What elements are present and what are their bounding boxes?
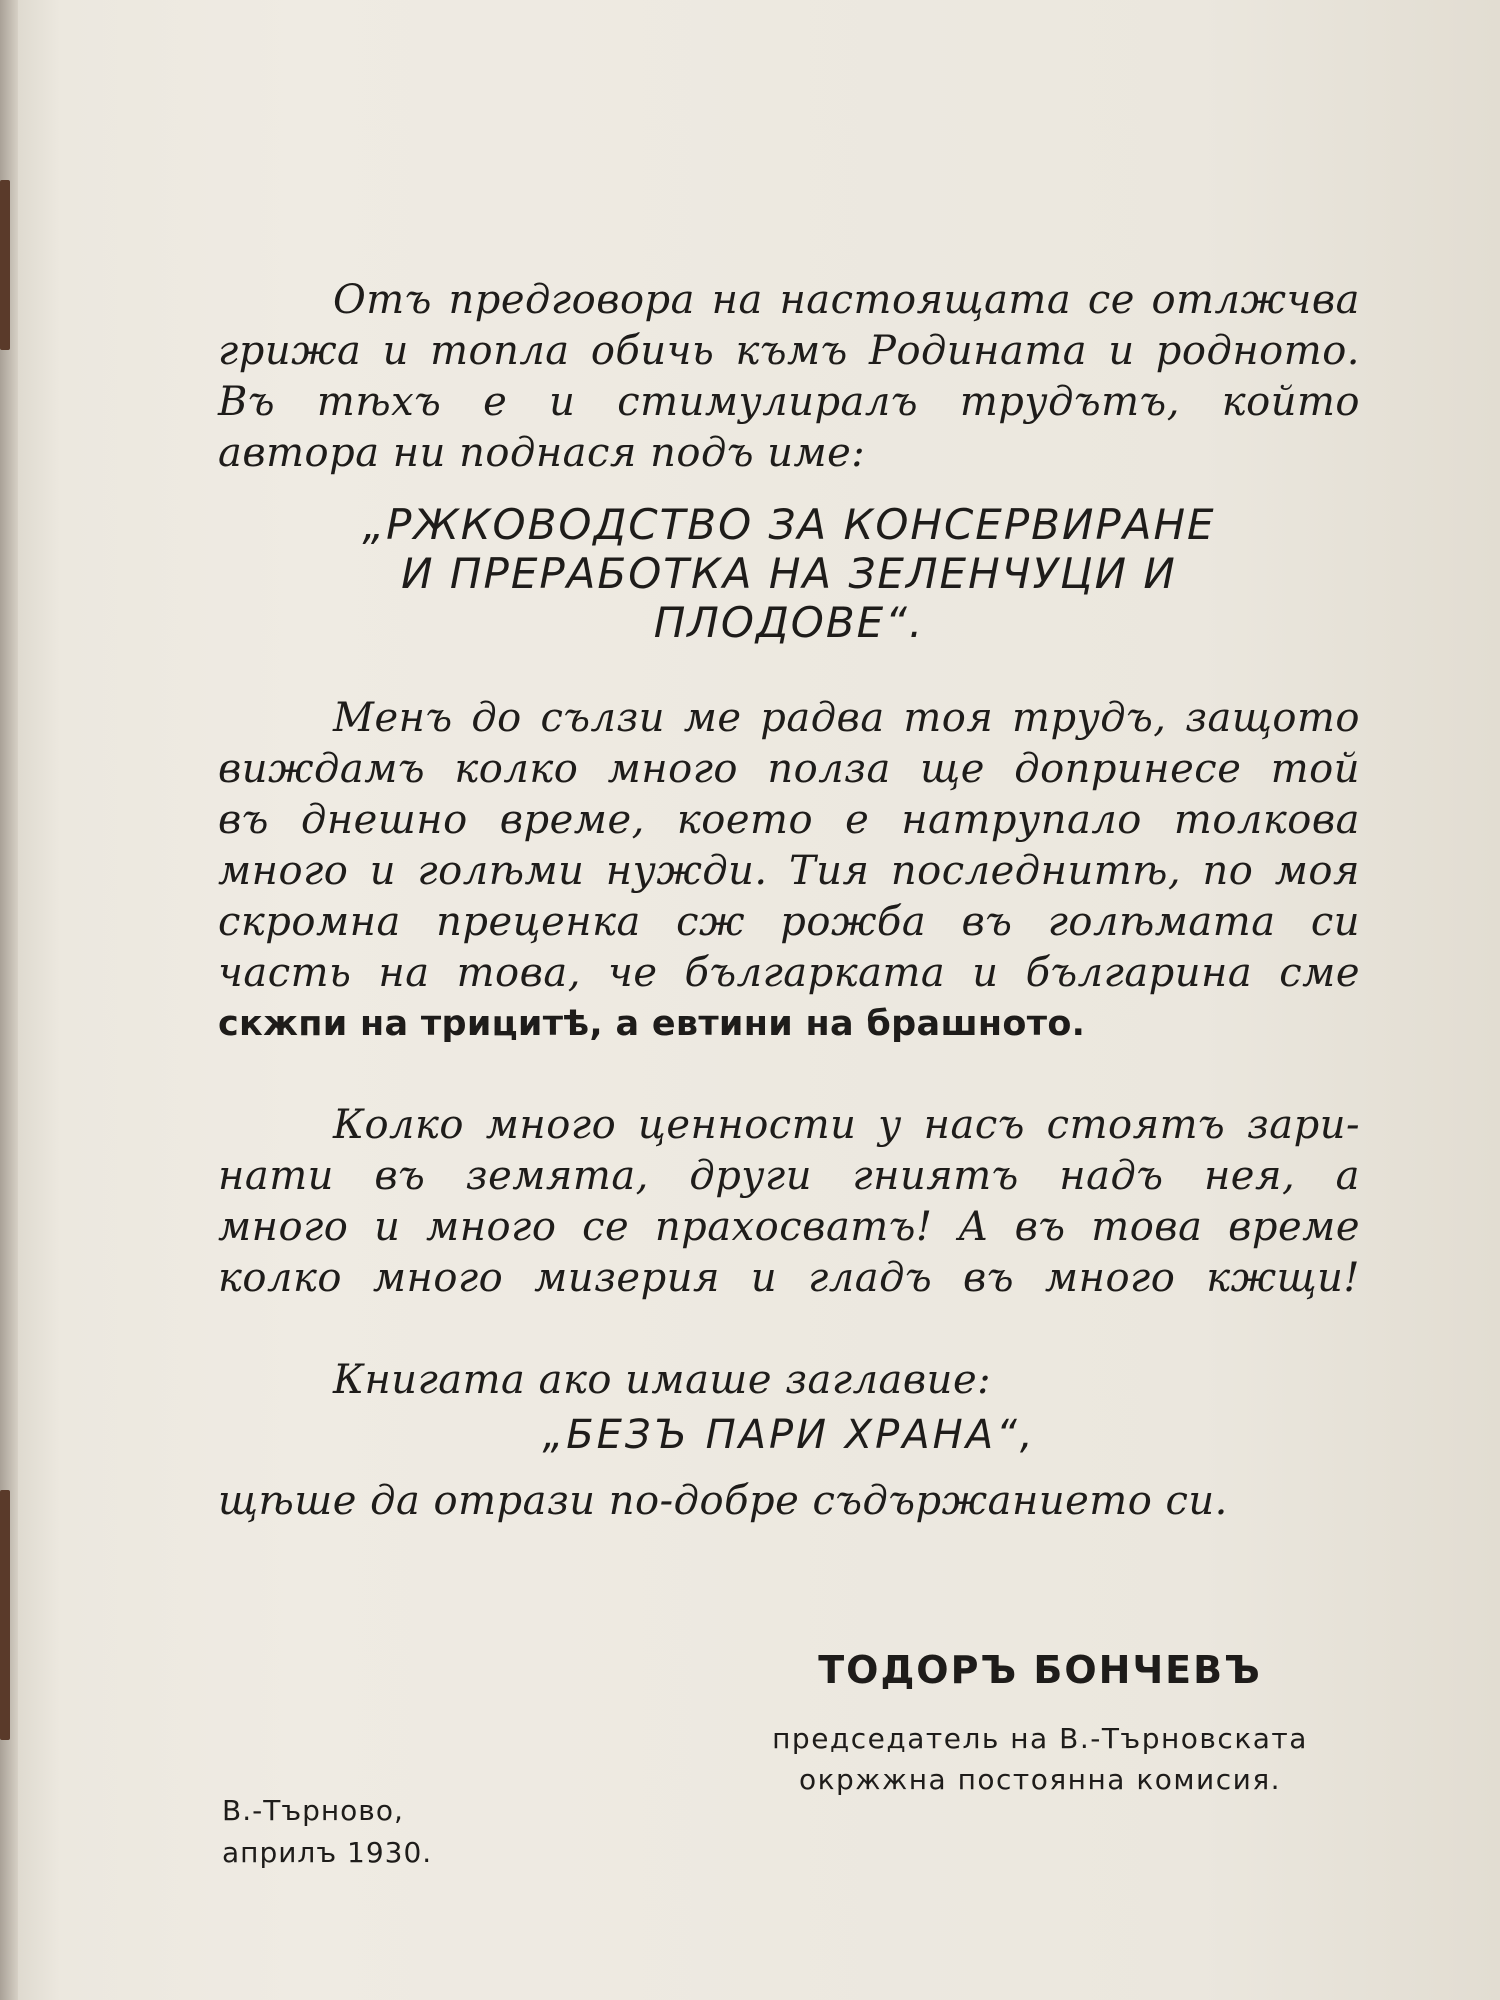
text-line: Менъ до сълзи ме радва тоя трудъ, защото <box>333 695 1360 741</box>
preface-paragraph-2 <box>218 693 1360 1050</box>
book-title <box>218 500 1360 647</box>
text-line: колко много мизерия и гладъ въ много кжщи! <box>218 1255 1360 1301</box>
role-line: председатель на В.-Търновската <box>772 1722 1308 1755</box>
signatory-name: ТОДОРЪ БОНЧЕВЪ <box>818 1648 1262 1692</box>
text-line: автора ни поднася подъ име: <box>218 430 866 476</box>
signatory-role <box>700 1718 1380 1800</box>
text-line: виждамъ колко много полза ще допринесе той <box>218 746 1360 792</box>
text-line: Отъ предговора на настоящата се отлжчва <box>333 277 1360 323</box>
book-title-line: И ПРЕРАБОТКА НА ЗЕЛЕНЧУЦИ И <box>401 549 1177 598</box>
preface-paragraph-4-intro <box>218 1355 1360 1406</box>
text-line: Колко много ценности у насъ стоятъ зари- <box>333 1102 1360 1148</box>
preface-paragraph-4-end <box>218 1476 1360 1527</box>
place: В.-Търново, <box>222 1794 404 1827</box>
binding-stain <box>0 1490 10 1740</box>
text-line: Книгата ако имаше заглавие: <box>333 1357 992 1403</box>
book-title-line: ПЛОДОВЕ“. <box>653 598 925 647</box>
book-title-line: „РЖКОВОДСТВО ЗА КОНСЕРВИРАНЕ <box>362 500 1216 549</box>
date: априлъ 1930. <box>222 1836 433 1869</box>
text-line: въ днешно време, което е натрупало толкова <box>218 797 1360 843</box>
preface-paragraph-3 <box>218 1100 1360 1304</box>
place-date <box>222 1790 432 1874</box>
binding-stain <box>0 180 10 350</box>
preface-paragraph-1 <box>218 275 1360 479</box>
text-line: скромна преценка сж рожба въ голѣмата си <box>218 899 1360 945</box>
emphasized-text-line: скжпи на трицитѣ, а евтини на брашното. <box>218 1004 1086 1044</box>
text-line: много и много се прахосватъ! А въ това време <box>218 1204 1360 1250</box>
alternative-title: „БЕЗЪ ПАРИ ХРАНА“, <box>542 1412 1036 1458</box>
text-line: часть на това, че българката и българина сме <box>218 950 1360 996</box>
text-line: Въ тѣхъ е и стимулиралъ трудътъ, който <box>218 379 1360 425</box>
text-line: грижа и топла обичь къмъ Родината и родното. <box>218 328 1360 374</box>
text-line: нати въ земята, други гниятъ надъ нея, а <box>218 1153 1360 1199</box>
role-line: окржжна постоянна комисия. <box>798 1763 1282 1796</box>
text-line: щѣше да отрази по-добре съдържанието си. <box>218 1478 1228 1524</box>
text-line: много и голѣми нужди. Тия последнитѣ, по моя <box>218 848 1360 894</box>
